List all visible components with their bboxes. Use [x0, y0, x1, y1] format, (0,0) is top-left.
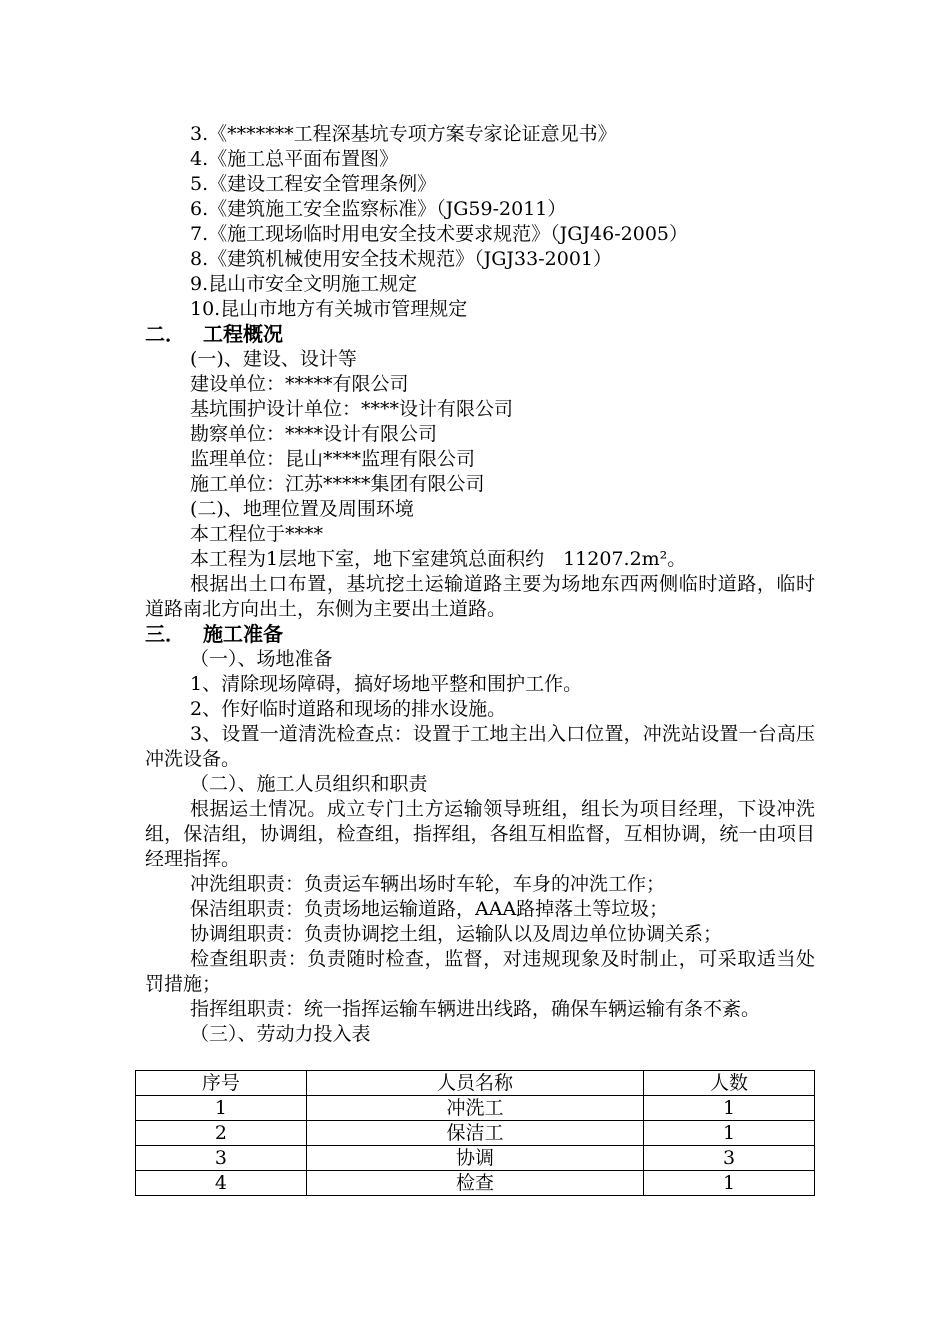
- table-cell: 冲洗工: [306, 1096, 643, 1121]
- duty-line: 保洁组职责：负责场地运输道路，AAA路掉落土等垃圾；: [190, 898, 669, 920]
- table-cell: 1: [644, 1096, 815, 1121]
- unit-line: 建设单位：*****有限公司: [190, 373, 409, 395]
- table-cell: 3: [644, 1146, 815, 1171]
- table-header-row: [136, 1071, 815, 1096]
- table-cell: 4: [136, 1171, 307, 1196]
- table-cell: 保洁工: [306, 1121, 643, 1146]
- duty-line: 指挥组职责：统一指挥运输车辆进出线路，确保车辆运输有条不紊。: [190, 998, 761, 1020]
- table-row: [136, 1096, 815, 1121]
- unit-line: 基坑围护设计单位：****设计有限公司: [190, 398, 514, 420]
- table-row: [136, 1121, 815, 1146]
- reference-item: 8.《建筑机械使用安全技术规范》（JGJ33-2001）: [190, 248, 612, 270]
- location-line: 本工程位于****: [190, 523, 324, 545]
- subsection-heading: (一)、建设、设计等: [190, 348, 357, 370]
- table-cell: 1: [136, 1096, 307, 1121]
- reference-item: 7.《施工现场临时用电安全技术要求规范》（JGJ46-2005）: [190, 223, 688, 245]
- reference-item: 5.《建设工程安全管理条例》: [190, 173, 437, 195]
- duty-line: 冲洗组职责：负责运车辆出场时车轮，车身的冲洗工作；: [190, 873, 666, 895]
- table-header-cell: 人员名称: [306, 1071, 643, 1096]
- subsection-heading: （三）、劳动力投入表: [190, 1023, 371, 1045]
- table-cell: 协调: [306, 1146, 643, 1171]
- table-cell: 3: [136, 1146, 307, 1171]
- prep-item: 3、设置一道清洗检查点：设置于工地主出入口位置，冲洗站设置一台高压冲洗设备。: [145, 723, 815, 770]
- roads-paragraph: 根据出土口布置，基坑挖土运输道路主要为场地东西两侧临时道路，临时道路南北方向出土，东侧为主要出土道路。: [145, 573, 815, 620]
- table-cell: 1: [644, 1121, 815, 1146]
- section-title: 施工准备: [203, 622, 283, 646]
- table-header-cell: 序号: [136, 1071, 307, 1096]
- reference-item: 3.《*******工程深基坑专项方案专家论证意见书》: [190, 123, 617, 145]
- unit-line: 勘察单位：****设计有限公司: [190, 423, 438, 445]
- section-number: 三．: [145, 622, 185, 646]
- table-cell: 2: [136, 1121, 307, 1146]
- section-heading-preparation: [145, 622, 815, 647]
- section-title: 工程概况: [203, 322, 283, 346]
- table-row: [136, 1146, 815, 1171]
- subsection-heading: （一）、场地准备: [190, 648, 333, 670]
- table-cell: 检查: [306, 1171, 643, 1196]
- unit-line: 施工单位：江苏*****集团有限公司: [190, 473, 485, 495]
- subsection-heading: (二)、地理位置及周围环境: [190, 498, 414, 520]
- labor-table: [135, 1070, 815, 1196]
- reference-item: 10.昆山市地方有关城市管理规定: [190, 298, 468, 320]
- duty-line: 检查组职责：负责随时检查，监督，对违规现象及时制止，可采取适当处罚措施；: [145, 948, 815, 995]
- prep-item: 1、清除现场障碍，搞好场地平整和围护工作。: [190, 673, 583, 695]
- document-page: [145, 122, 815, 1047]
- org-paragraph: 根据运土情况。成立专门土方运输领导班组，组长为项目经理，下设冲洗组，保洁组，协调组，检查组，指挥组，各组互相监督，互相协调，统一由项目经理指挥。: [145, 798, 815, 870]
- table-header-cell: 人数: [644, 1071, 815, 1096]
- subsection-heading: （二）、施工人员组织和职责: [190, 773, 428, 795]
- reference-item: 9.昆山市安全文明施工规定: [190, 273, 418, 295]
- unit-line: 监理单位：昆山****监理有限公司: [190, 448, 476, 470]
- table-row: [136, 1171, 815, 1196]
- reference-item: 4.《施工总平面布置图》: [190, 148, 399, 170]
- area-line: 本工程为1层地下室，地下室建筑总面积约 11207.2m²。: [190, 548, 687, 570]
- reference-item: 6.《建筑施工安全监察标准》（JG59-2011）: [190, 198, 567, 220]
- section-number: 二．: [145, 322, 185, 346]
- prep-item: 2、作好临时道路和现场的排水设施。: [190, 698, 507, 720]
- duty-line: 协调组职责：负责协调挖土组，运输队以及周边单位协调关系；: [190, 923, 723, 945]
- table-cell: 1: [644, 1171, 815, 1196]
- section-heading-overview: [145, 322, 815, 347]
